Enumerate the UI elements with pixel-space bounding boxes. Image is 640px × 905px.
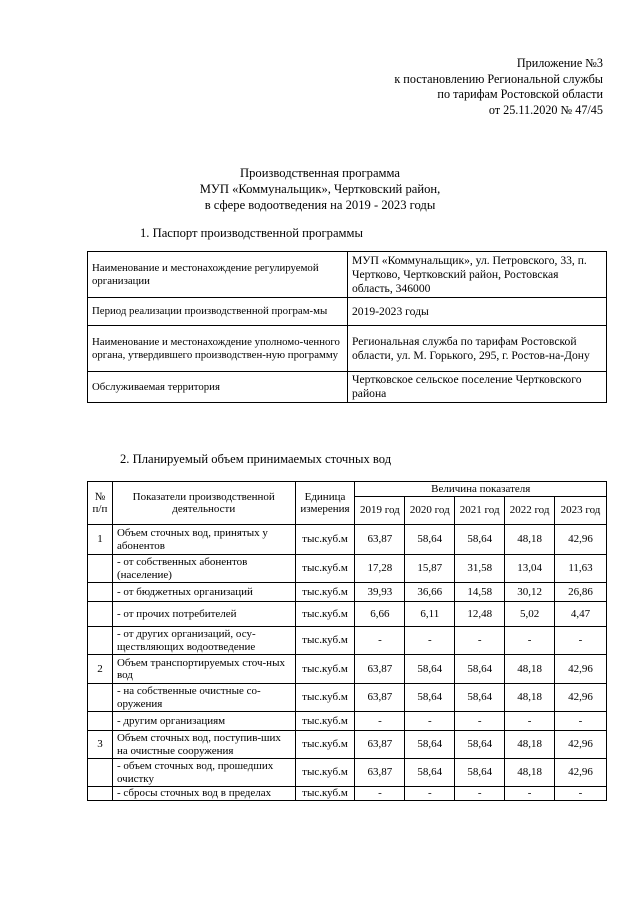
table-row xyxy=(88,602,607,627)
row-value: 42,96 xyxy=(555,525,607,555)
row-value: - xyxy=(555,627,607,655)
row-value: - xyxy=(455,787,505,801)
row-value: 36,66 xyxy=(405,583,455,602)
row-number xyxy=(88,787,113,801)
title-line: МУП «Коммунальщик», Чертковский район, xyxy=(199,181,441,196)
row-value: 58,64 xyxy=(405,525,455,555)
row-value: 63,87 xyxy=(355,525,405,555)
row-value: 5,02 xyxy=(505,602,555,627)
table-row xyxy=(88,298,607,326)
document-title xyxy=(0,166,640,213)
table-row xyxy=(88,731,607,759)
section-1-heading: 1. Паспорт производственной программы xyxy=(140,226,363,240)
passport-label: Наименование и местонахождение уполномо-ченного органа, утвердившего производствен-ную программу xyxy=(88,326,348,372)
row-unit: тыс.куб.м xyxy=(295,627,355,655)
row-number xyxy=(88,759,113,787)
table-row xyxy=(88,655,607,684)
row-value: 31,58 xyxy=(455,555,505,583)
row-value: 42,96 xyxy=(555,655,607,684)
row-unit: тыс.куб.м xyxy=(295,555,355,583)
row-indicator: Объем сточных вод, принятых у абонентов xyxy=(112,525,295,555)
volume-table xyxy=(87,481,607,801)
passport-value: Чертковское сельское поселение Чертковского района xyxy=(348,372,607,403)
passport-label: Обслуживаемая территория xyxy=(88,372,348,403)
table-row xyxy=(88,759,607,787)
row-indicator: Объем сточных вод, поступив-ших на очистные сооружения xyxy=(112,731,295,759)
row-unit: тыс.куб.м xyxy=(295,583,355,602)
row-value: - xyxy=(555,712,607,731)
row-value: 58,64 xyxy=(405,759,455,787)
row-value: - xyxy=(455,712,505,731)
row-indicator: - от других организаций, осу-ществляющих водоотведение xyxy=(112,627,295,655)
row-value: - xyxy=(355,627,405,655)
row-value: 17,28 xyxy=(355,555,405,583)
row-value: - xyxy=(455,627,505,655)
row-value: - xyxy=(555,787,607,801)
row-indicator: - сбросы сточных вод в пределах xyxy=(112,787,295,801)
row-number xyxy=(88,602,113,627)
table-header-row xyxy=(88,482,607,497)
row-indicator: Объем транспортируемых сточ-ных вод xyxy=(112,655,295,684)
col-header-unit: Единица измерения xyxy=(295,482,355,525)
row-value: 26,86 xyxy=(555,583,607,602)
table-row xyxy=(88,787,607,801)
row-value: - xyxy=(505,787,555,801)
row-value: 13,04 xyxy=(505,555,555,583)
row-value: 48,18 xyxy=(505,759,555,787)
row-number xyxy=(88,712,113,731)
row-value: - xyxy=(505,712,555,731)
row-unit: тыс.куб.м xyxy=(295,684,355,712)
row-value: 63,87 xyxy=(355,684,405,712)
table-row xyxy=(88,372,607,403)
table-row xyxy=(88,555,607,583)
table-row xyxy=(88,583,607,602)
row-value: 48,18 xyxy=(505,525,555,555)
row-value: - xyxy=(505,627,555,655)
row-value: 58,64 xyxy=(455,731,505,759)
col-header-year: 2020 год xyxy=(405,497,455,525)
table-row xyxy=(88,326,607,372)
table-row xyxy=(88,627,607,655)
col-header-year: 2022 год xyxy=(505,497,555,525)
row-value: 63,87 xyxy=(355,655,405,684)
col-header-year: 2023 год xyxy=(555,497,607,525)
volume-table-body xyxy=(88,525,607,801)
row-value: 58,64 xyxy=(455,655,505,684)
passport-value: МУП «Коммунальщик», ул. Петровского, 33, п. Чертково, Чертковский район, Ростовская область, 346000 xyxy=(348,252,607,298)
row-value: - xyxy=(355,712,405,731)
row-number xyxy=(88,583,113,602)
row-number xyxy=(88,555,113,583)
row-value: 58,64 xyxy=(405,655,455,684)
passport-label: Период реализации производственной програм-мы xyxy=(88,298,348,326)
row-indicator: - другим организациям xyxy=(112,712,295,731)
passport-value: 2019-2023 годы xyxy=(348,298,607,326)
row-value: - xyxy=(405,712,455,731)
row-value: 48,18 xyxy=(505,655,555,684)
row-value: 48,18 xyxy=(505,684,555,712)
row-unit: тыс.куб.м xyxy=(295,759,355,787)
appendix-header xyxy=(303,56,603,118)
section-2-heading: 2. Планируемый объем принимаемых сточных вод xyxy=(120,452,392,466)
col-header-indicator: Показатели производственной деятельности xyxy=(112,482,295,525)
row-unit: тыс.куб.м xyxy=(295,731,355,759)
row-number: 2 xyxy=(88,655,113,684)
table-row xyxy=(88,712,607,731)
row-indicator: - от собственных абонентов (население) xyxy=(112,555,295,583)
row-indicator: - от бюджетных организаций xyxy=(112,583,295,602)
row-value: 58,64 xyxy=(455,684,505,712)
appendix-line: по тарифам Ростовской области xyxy=(437,87,603,101)
row-value: 63,87 xyxy=(355,759,405,787)
row-value: 12,48 xyxy=(455,602,505,627)
row-value: 39,93 xyxy=(355,583,405,602)
row-value: 58,64 xyxy=(455,525,505,555)
row-value: 11,63 xyxy=(555,555,607,583)
appendix-line: Приложение №3 xyxy=(516,56,603,70)
passport-table xyxy=(87,251,607,403)
row-value: 14,58 xyxy=(455,583,505,602)
row-value: 30,12 xyxy=(505,583,555,602)
title-line: в сфере водоотведения на 2019 - 2023 годы xyxy=(204,197,436,212)
table-row xyxy=(88,684,607,712)
passport-label: Наименование и местонахождение регулируемой организации xyxy=(88,252,348,298)
row-unit: тыс.куб.м xyxy=(295,655,355,684)
row-value: 63,87 xyxy=(355,731,405,759)
col-header-number: № п/п xyxy=(88,482,113,525)
row-value: 42,96 xyxy=(555,731,607,759)
col-header-value: Величина показателя xyxy=(355,482,607,497)
row-unit: тыс.куб.м xyxy=(295,525,355,555)
row-value: 58,64 xyxy=(455,759,505,787)
row-number xyxy=(88,627,113,655)
table-row xyxy=(88,252,607,298)
row-value: 58,64 xyxy=(405,684,455,712)
row-unit: тыс.куб.м xyxy=(295,787,355,801)
row-number: 3 xyxy=(88,731,113,759)
appendix-line: к постановлению Региональной службы xyxy=(394,71,603,86)
row-indicator: - на собственные очистные со-оружения xyxy=(112,684,295,712)
title-line: Производственная программа xyxy=(240,166,400,180)
appendix-line: от 25.11.2020 № 47/45 xyxy=(488,102,603,117)
row-value: 58,64 xyxy=(405,731,455,759)
row-indicator: - от прочих потребителей xyxy=(112,602,295,627)
row-value: 48,18 xyxy=(505,731,555,759)
row-value: 15,87 xyxy=(405,555,455,583)
row-value: 4,47 xyxy=(555,602,607,627)
col-header-year: 2021 год xyxy=(455,497,505,525)
col-header-year: 2019 год xyxy=(355,497,405,525)
row-number: 1 xyxy=(88,525,113,555)
row-value: 6,11 xyxy=(405,602,455,627)
row-indicator: - объем сточных вод, прошедших очистку xyxy=(112,759,295,787)
row-number xyxy=(88,684,113,712)
table-row xyxy=(88,525,607,555)
row-value: - xyxy=(355,787,405,801)
row-value: 6,66 xyxy=(355,602,405,627)
row-value: - xyxy=(405,787,455,801)
row-value: - xyxy=(405,627,455,655)
row-value: 42,96 xyxy=(555,759,607,787)
row-unit: тыс.куб.м xyxy=(295,602,355,627)
row-unit: тыс.куб.м xyxy=(295,712,355,731)
row-value: 42,96 xyxy=(555,684,607,712)
passport-value: Региональная служба по тарифам Ростовской области, ул. М. Горького, 295, г. Ростов-на-Дону xyxy=(348,326,607,372)
